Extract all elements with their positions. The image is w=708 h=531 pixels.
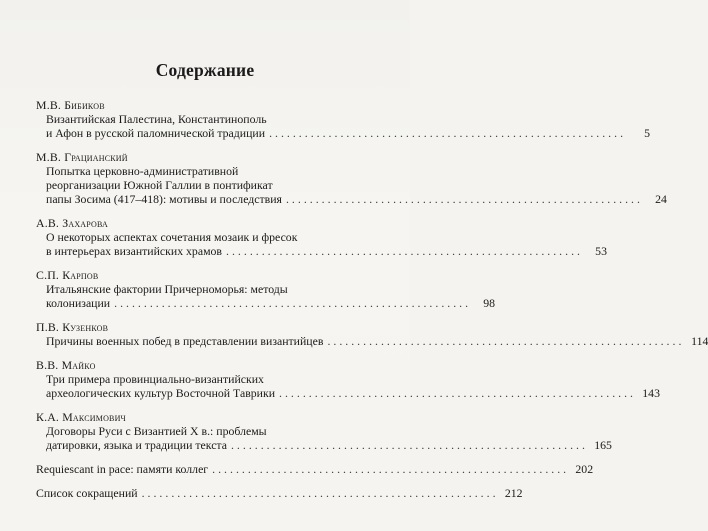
toc-entry [36, 320, 708, 348]
toc-title-last-line [36, 386, 660, 400]
toc-title-line: О некоторых аспектах сочетания мозаик и фресок [46, 230, 298, 244]
toc-entry [36, 150, 667, 206]
toc-entry [36, 268, 496, 310]
toc-title-line: Византийская Палестина, Константинополь [46, 112, 267, 126]
toc-title-line: Попытка церковно-административной [46, 164, 239, 178]
toc-page-number: 5 [644, 126, 651, 140]
toc-author: А.В. Захарова [36, 216, 109, 230]
toc-page-number: 202 [575, 462, 594, 476]
toc-title-line: реорганизации Южной Галлии в понтификат [46, 178, 273, 192]
toc-title-last-line [36, 126, 651, 140]
page-title: Содержание [155, 60, 255, 80]
toc-title-last-line [36, 438, 612, 452]
toc-page-number: 165 [594, 438, 612, 452]
toc-leader-dots: ............................................................ [285, 192, 643, 206]
toc-entry [36, 410, 612, 452]
toc-title-last-line [36, 192, 667, 206]
toc-author: М.В. Грацианский [36, 150, 128, 164]
toc-entry [36, 486, 523, 500]
toc-author: К.А. Максимович [36, 410, 126, 424]
toc-title-line: Три примера провинциально-византийских [46, 372, 264, 386]
toc-title-text: папы Зосима (417–418): мотивы и последствия [46, 192, 282, 206]
toc-leader-dots: ............................................................ [212, 462, 570, 476]
toc-leader-dots: ............................................................ [279, 386, 636, 400]
toc-leader-dots: ............................................................ [327, 334, 685, 348]
toc-entry [36, 462, 594, 476]
toc-title-last-line [36, 486, 523, 500]
toc-page-number: 143 [642, 386, 660, 400]
toc-title-last-line [36, 244, 607, 258]
toc-page-number: 212 [504, 486, 523, 500]
toc-title-text: археологических культур Восточной Таврики [46, 386, 276, 400]
toc-author: В.В. Майко [36, 358, 96, 372]
toc-title-last-line [36, 462, 594, 476]
toc-page-number: 53 [595, 244, 607, 258]
toc-leader-dots: ............................................................ [269, 126, 627, 140]
toc-entry [36, 98, 651, 140]
toc-page-number: 98 [483, 296, 496, 310]
toc-author: П.В. Кузенков [36, 320, 109, 334]
toc-title-text: в интерьерах византийских храмов [46, 244, 223, 258]
toc-title-last-line [36, 334, 708, 348]
toc-leader-dots: ............................................................ [226, 244, 583, 258]
toc-entry [36, 216, 607, 258]
toc-title-text: Причины военных побед в представлении византийцев [46, 334, 324, 348]
toc-title-line: Итальянские фактории Причерноморья: методы [46, 282, 288, 296]
toc-title-text: колонизации [46, 296, 111, 310]
toc-title-text: датировки, языка и традиции текста [46, 438, 227, 452]
toc-leader-dots: ............................................................ [230, 438, 588, 452]
toc-title-text: Список сокращений [36, 486, 138, 500]
toc-leader-dots: ............................................................ [141, 486, 499, 500]
toc-leader-dots: ............................................................ [114, 296, 472, 310]
toc-author: С.П. Карпов [36, 268, 99, 282]
toc-page-number: 114 [691, 334, 708, 348]
toc-title-line: Договоры Руси с Византией X в.: проблемы [46, 424, 267, 438]
toc-title-text: Requiescant in pace: памяти коллег [36, 462, 209, 476]
toc-page-number: 24 [655, 192, 667, 206]
toc-entry [36, 358, 660, 400]
table-of-contents [36, 98, 708, 510]
toc-title-last-line [36, 296, 496, 310]
toc-author: М.В. Бибиков [36, 98, 105, 112]
toc-title-text: и Афон в русской паломнической традиции [46, 126, 266, 140]
